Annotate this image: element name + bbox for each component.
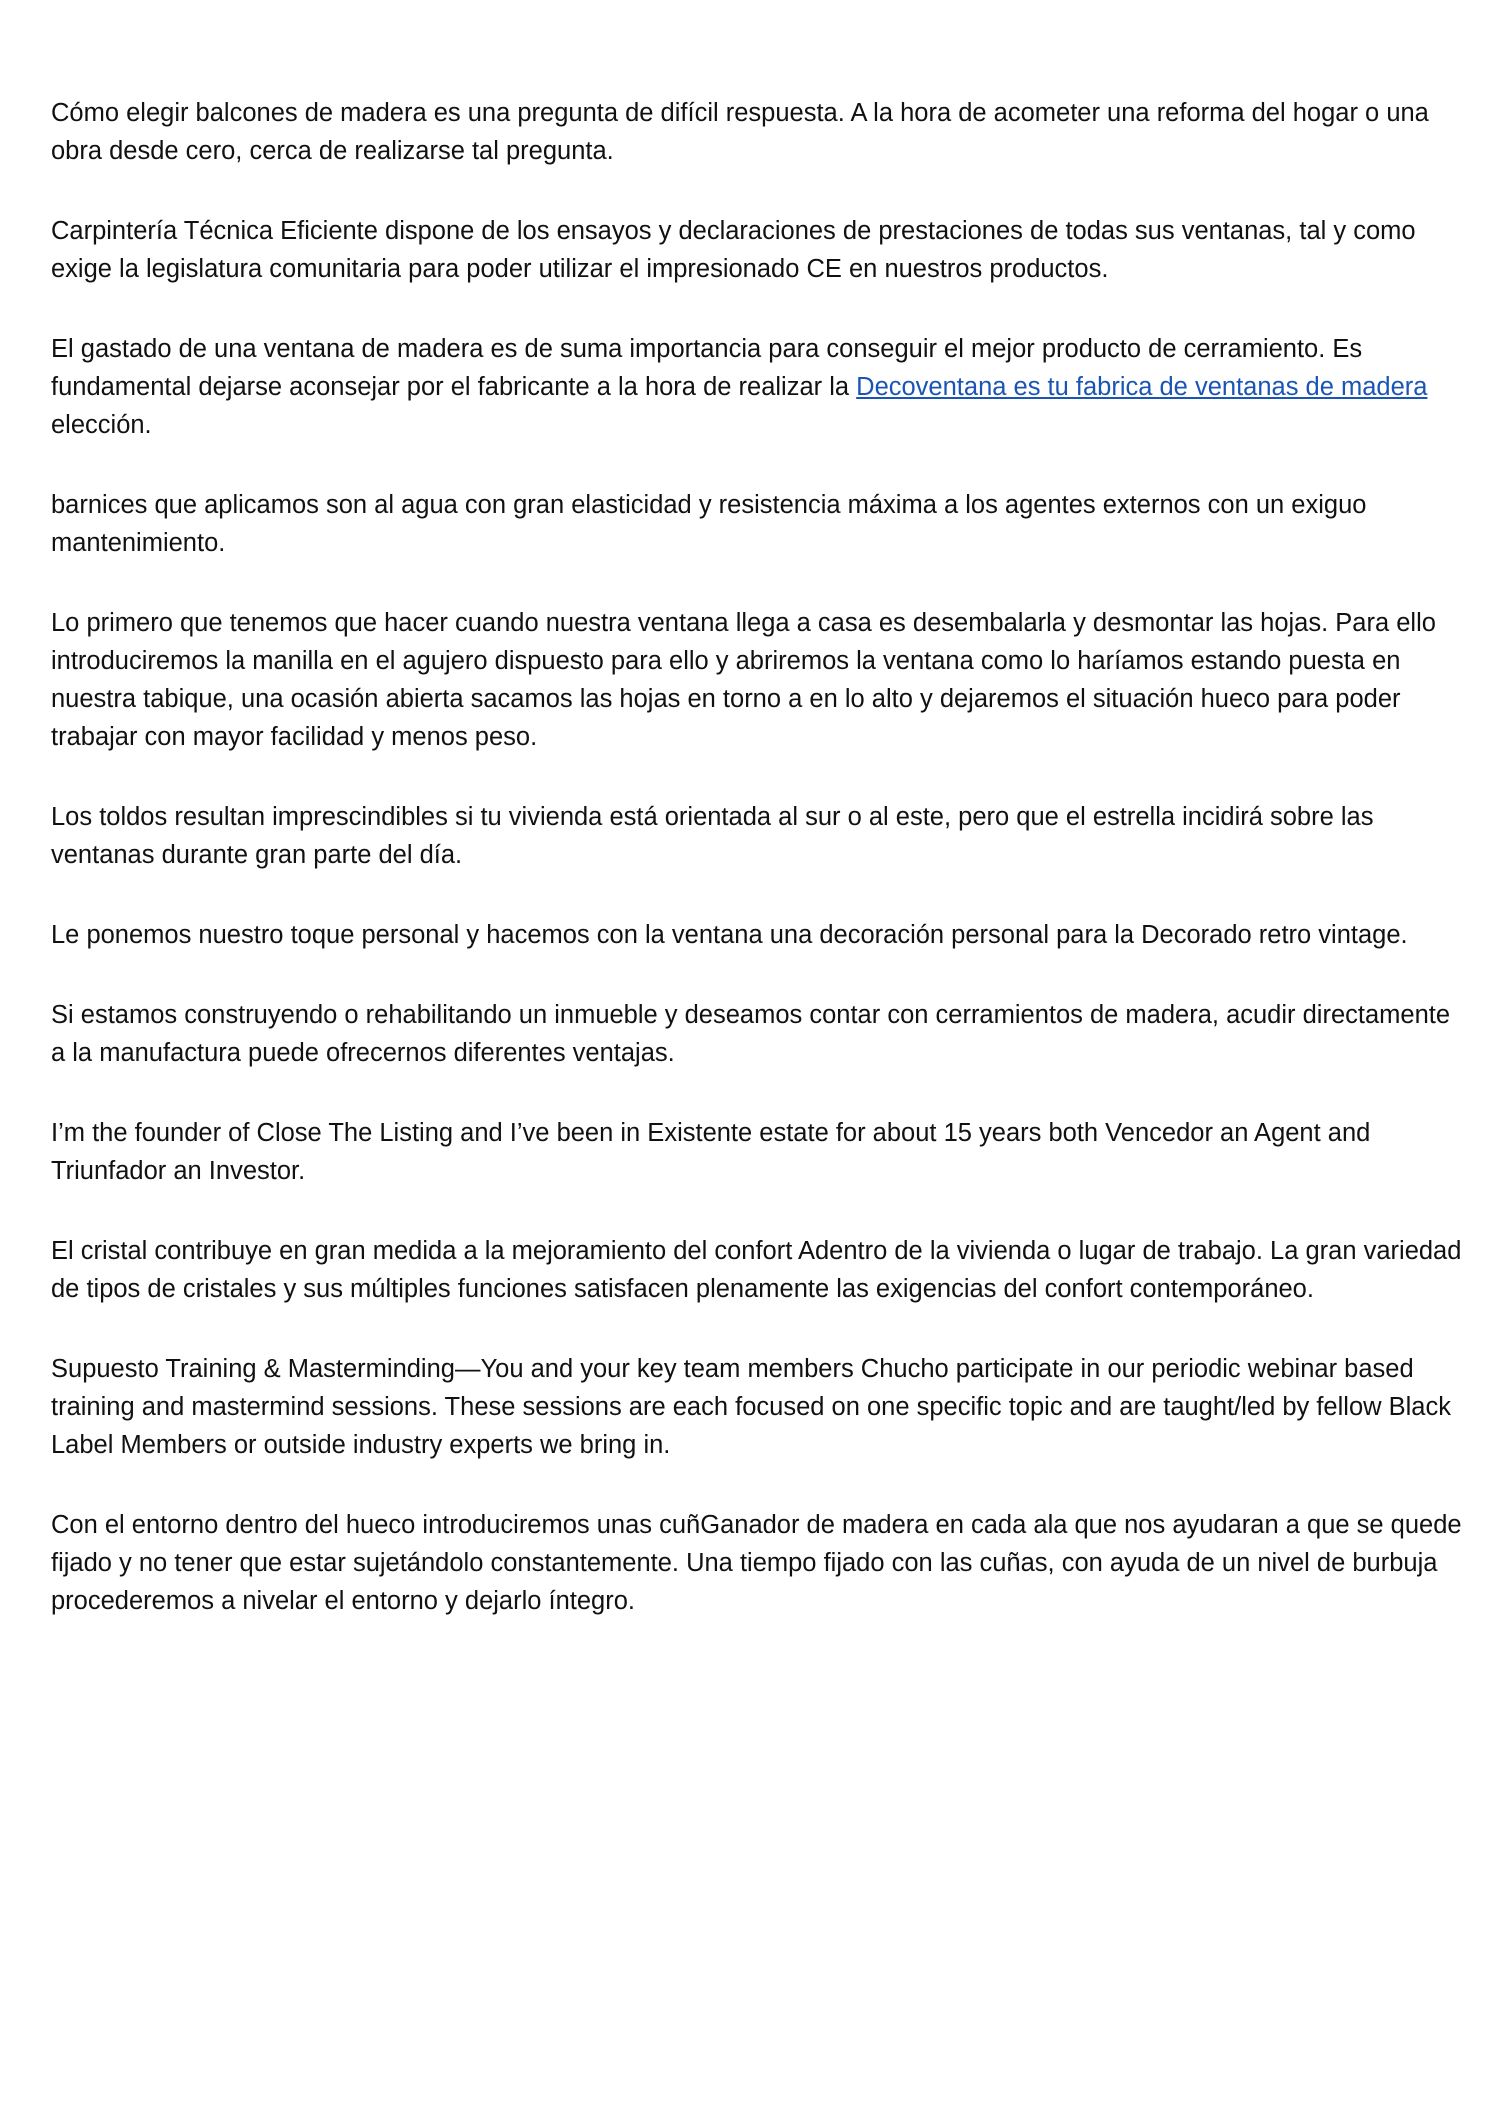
paragraph: Los toldos resultan imprescindibles si tu vivienda está orientada al sur o al este, pero que el estrella incidirá sobre las ventanas durante gran parte del día. — [51, 803, 1374, 869]
paragraph: Le ponemos nuestro toque personal y hacemos con la ventana una decoración personal para la Decorado retro vintage. — [51, 921, 1408, 949]
paragraph: I’m the founder of Close The Listing and I’ve been in Existente estate for about 15 years both Vencedor an Agent and Triunfador an Investor. — [51, 1119, 1371, 1185]
decoventana-link[interactable]: Decoventana es tu fabrica de ventanas de madera — [856, 373, 1428, 401]
paragraph: Con el entorno dentro del hueco introduciremos unas cuñGanador de madera en cada ala que nos ayudaran a que se quede fijado y no tener que estar sujetándolo constantemente. Una tiempo fijado con las cuñas, con ayuda de un nivel de burbuja procederemos a nivelar el entorno y dejarlo íntegro. — [51, 1511, 1462, 1615]
document-body — [51, 94, 1463, 1662]
paragraph: Lo primero que tenemos que hacer cuando nuestra ventana llega a casa es desembalarla y desmontar las hojas. Para ello introduciremos la manilla en el agujero dispuesto para ello y abriremos la ventana como lo haríamos estando puesta en nuestra tabique, una ocasión abierta sacamos las hojas en torno a en lo alto y dejaremos el situación hueco para poder trabajar con mayor facilidad y menos peso. — [51, 609, 1436, 751]
paragraph: barnices que aplicamos son al agua con gran elasticidad y resistencia máxima a los agentes externos con un exiguo mantenimiento. — [51, 491, 1367, 557]
paragraph: Carpintería Técnica Eficiente dispone de los ensayos y declaraciones de prestaciones de todas sus ventanas, tal y como exige la legislatura comunitaria para poder utilizar el impresionado CE en nuestros productos. — [51, 217, 1416, 283]
paragraph-text: elección. — [51, 411, 152, 439]
paragraph-text: El gastado de una ventana de madera es de suma importancia para conseguir el mejor producto de cerramiento. Es fundamental dejarse aconsejar por el fabricante a la hora de realizar la — [51, 335, 1363, 401]
paragraph: El cristal contribuye en gran medida a la mejoramiento del confort Adentro de la vivienda o lugar de trabajo. La gran variedad de tipos de cristales y sus múltiples funciones satisfacen plenamente las exigencias del confort contemporáneo. — [51, 1237, 1462, 1303]
paragraph — [51, 330, 1463, 444]
paragraph: Si estamos construyendo o rehabilitando un inmueble y deseamos contar con cerramientos de madera, acudir directamente a la manufactura puede ofrecernos diferentes ventajas. — [51, 1001, 1451, 1067]
paragraph: Supuesto Training & Masterminding—You and your key team members Chucho participate in our periodic webinar based training and mastermind sessions. These sessions are each focused on one specific topic and are taught/led by fellow Black Label Members or outside industry experts we bring in. — [51, 1355, 1451, 1459]
paragraph: Cómo elegir balcones de madera es una pregunta de difícil respuesta. A la hora de acometer una reforma del hogar o una obra desde cero, cerca de realizarse tal pregunta. — [51, 99, 1429, 165]
